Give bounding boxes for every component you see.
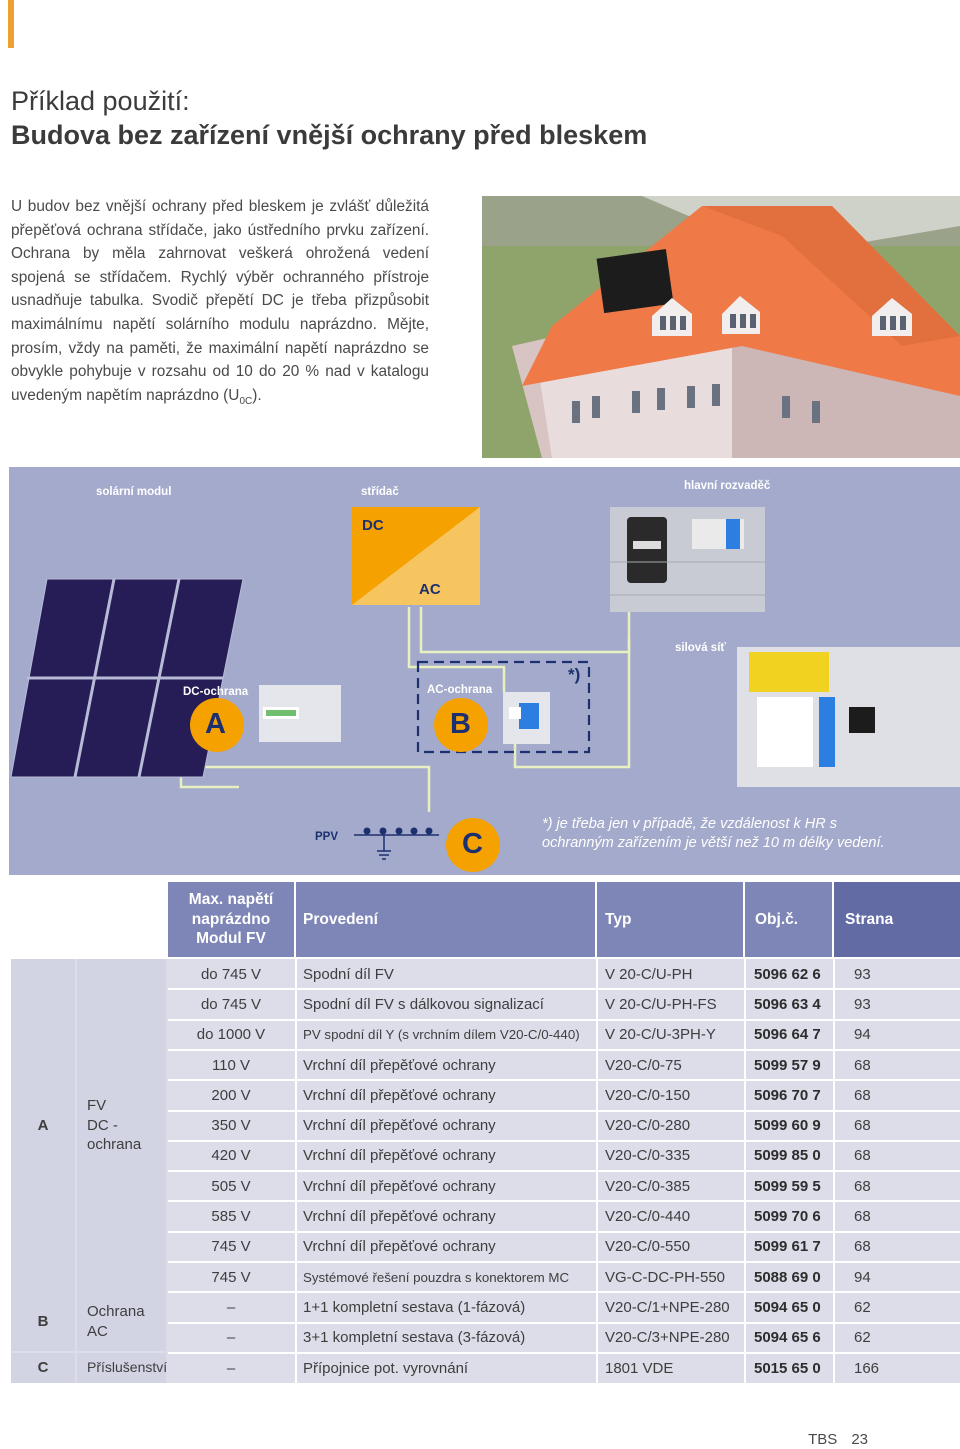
row-separator — [168, 1291, 960, 1293]
table-cell-page: 68 — [854, 1147, 871, 1165]
table-cell-page: 94 — [854, 1026, 871, 1044]
system-diagram — [9, 467, 960, 875]
row-separator — [168, 1049, 960, 1051]
table-cell-voltage: 505 V — [211, 1177, 251, 1195]
footnote-marker: *) — [568, 665, 581, 684]
table-cell-type: V20-C/0-335 — [605, 1147, 691, 1165]
ground-symbol-icon — [377, 835, 391, 859]
footnote-line-2: ochranným zařízením je větší než 10 m délky vedení. — [542, 835, 885, 851]
row-separator — [168, 1140, 960, 1142]
group-b-line-1: Ochrana — [87, 1303, 145, 1320]
table-cell-order: 5099 85 0 — [754, 1147, 821, 1165]
table-cell-design: Vrchní díl přepěťové ochrany — [303, 1056, 496, 1074]
label-main-board: hlavní rozvaděč — [684, 480, 771, 492]
table-cell-voltage: – — [226, 1298, 236, 1316]
row-separator — [168, 988, 960, 990]
footnote-line-1: *) je třeba jen v případě, že vzdálenost k HR s — [542, 816, 837, 832]
group-a-line-1: FV — [87, 1097, 107, 1115]
label-solar-module: solární modul — [96, 486, 172, 498]
intro-subscript: 0C — [239, 395, 253, 407]
intro-end: ). — [252, 386, 262, 404]
table-cell-order: 5094 65 6 — [754, 1329, 821, 1347]
group-b-letter: B — [11, 1292, 75, 1351]
table-cell-design: 3+1 kompletní sestava (3-fázová) — [303, 1329, 526, 1347]
table-cell-order: 5099 70 6 — [754, 1208, 821, 1226]
badge-c-letter: C — [462, 828, 483, 860]
badge-b-letter: B — [450, 708, 471, 740]
row-separator — [168, 1261, 960, 1263]
column-separator — [596, 959, 598, 1383]
table-cell-order: 5099 60 9 — [754, 1117, 821, 1135]
table-cell-design: Vrchní díl přepěťové ochrany — [303, 1117, 496, 1135]
table-cell-type: 1801 VDE — [605, 1359, 674, 1377]
group-c-letter: C — [11, 1353, 75, 1383]
table-cell-voltage: 110 V — [211, 1056, 251, 1074]
column-separator — [833, 959, 835, 1383]
column-separator — [744, 959, 746, 1383]
row-separator — [168, 1231, 960, 1233]
label-ac-protection: AC-ochrana — [427, 684, 493, 696]
page-number: 23 — [851, 1431, 868, 1448]
header-type: Typ — [597, 882, 743, 957]
accent-bar — [8, 0, 14, 48]
house-illustration — [482, 196, 960, 458]
group-a-label — [77, 959, 166, 1292]
table-cell-type: V20-C/0-75 — [605, 1056, 682, 1074]
table-cell-order: 5096 70 7 — [754, 1086, 821, 1104]
header-voltage-line-2: naprázdno — [191, 910, 271, 928]
header-order-number: Obj.č. — [745, 882, 832, 957]
table-cell-order: 5088 69 0 — [754, 1268, 821, 1286]
header-voltage-line-3: Modul FV — [196, 930, 266, 948]
table-cell-order: 5015 65 0 — [754, 1359, 821, 1377]
table-cell-page: 68 — [854, 1208, 871, 1226]
diagram-footnote — [542, 815, 885, 853]
group-b-label — [77, 1292, 166, 1351]
header-page: Strana — [834, 882, 960, 957]
table-cell-design: Přípojnice pot. vyrovnání — [303, 1359, 469, 1377]
footer-brand: TBS — [808, 1431, 838, 1448]
table-cell-voltage: 350 V — [211, 1117, 251, 1135]
table-cell-order: 5099 61 7 — [754, 1238, 821, 1256]
table-cell-page: 68 — [854, 1177, 871, 1195]
table-cell-design: PV spodní díl Y (s vrchním dílem V20-C/0-440) — [303, 1027, 580, 1043]
table-cell-voltage: 420 V — [211, 1147, 251, 1165]
row-separator — [168, 1322, 960, 1324]
table-cell-voltage: do 745 V — [200, 965, 262, 983]
ppv-box — [334, 822, 454, 850]
row-separator — [168, 1019, 960, 1021]
group-a-line-2: DC - — [87, 1116, 118, 1134]
row-separator — [168, 1110, 960, 1112]
table-cell-page: 62 — [854, 1329, 871, 1347]
table-cell-page: 68 — [854, 1238, 871, 1256]
table-cell-voltage: 200 V — [211, 1086, 251, 1104]
table-cell-page: 68 — [854, 1086, 871, 1104]
table-cell-design: Systémové řešení pouzdra s konektorem MC — [303, 1269, 570, 1285]
row-separator — [168, 1352, 960, 1354]
label-ppv: PPV — [315, 831, 339, 843]
table-cell-type: V20-C/0-280 — [605, 1117, 691, 1135]
table-cell-design: Vrchní díl přepěťové ochrany — [303, 1208, 496, 1226]
header-voltage-line-1: Max. napětí — [188, 891, 274, 909]
page-title: Budova bez zařízení vnější ochrany před bleskem — [11, 120, 648, 150]
table-cell-page: 62 — [854, 1298, 871, 1316]
table-cell-design: Vrchní díl přepěťové ochrany — [303, 1177, 496, 1195]
row-separator — [168, 1200, 960, 1202]
table-cell-page: 166 — [854, 1359, 880, 1377]
table-cell-order: 5099 57 9 — [754, 1056, 821, 1074]
label-dc-protection: DC-ochrana — [183, 686, 249, 698]
table-cell-type: V20-C/1+NPE-280 — [605, 1298, 730, 1316]
column-separator — [295, 959, 297, 1383]
label-grid: silová síť — [675, 642, 726, 654]
table-cell-voltage: – — [226, 1329, 236, 1347]
table-cell-type: V20-C/0-385 — [605, 1177, 691, 1195]
table-cell-voltage: do 745 V — [200, 995, 262, 1013]
table-cell-design: Vrchní díl přepěťové ochrany — [303, 1238, 496, 1256]
table-cell-order: 5096 64 7 — [754, 1026, 821, 1044]
row-separator — [168, 1079, 960, 1081]
table-cell-order: 5099 59 5 — [754, 1177, 821, 1195]
table-cell-voltage: 745 V — [211, 1268, 251, 1286]
table-cell-voltage: 585 V — [211, 1208, 251, 1226]
table-cell-design: 1+1 kompletní sestava (1-fázová) — [303, 1298, 526, 1316]
table-cell-type: V20-C/3+NPE-280 — [605, 1329, 730, 1347]
row-separator — [168, 1170, 960, 1172]
table-cell-voltage: – — [226, 1359, 236, 1377]
table-cell-voltage: 745 V — [211, 1238, 251, 1256]
table-cell-design: Spodní díl FV — [303, 965, 394, 983]
group-c-label: Příslušenství — [77, 1353, 166, 1383]
table-cell-type: VG-C-DC-PH-550 — [605, 1268, 726, 1286]
intro-paragraph — [11, 195, 429, 413]
label-dc: DC — [362, 517, 384, 534]
page-footer — [794, 1431, 868, 1448]
table-cell-voltage: do 1000 V — [196, 1026, 266, 1044]
table-cell-type: V 20-C/U-3PH-Y — [605, 1026, 716, 1044]
table-cell-type: V20-C/0-150 — [605, 1086, 691, 1104]
table-cell-page: 94 — [854, 1268, 871, 1286]
table-cell-order: 5094 65 0 — [754, 1298, 821, 1316]
table-cell-page: 93 — [854, 995, 871, 1013]
table-cell-type: V 20-C/U-PH — [605, 965, 693, 983]
table-cell-page: 68 — [854, 1056, 871, 1074]
intro-text: U budov bez vnější ochrany před bleskem je zvlášť důležitá přepěťová ochrana střídače, jako ústředního prvku zařízení. Ochrana by měla zahrnovat veškerá ohrožená vedení spojená se střídačem. Rychlý výběr ochranného přístroje usnadňuje tabulka. Svodič přepětí DC je třeba přizpůsobit maximálnímu napětí solárního modulu naprázdno. Mějte, prosím, vždy na paměti, že maximální napětí naprázdno se obvykle pohybuje v rozsahu od 10 do 20 % nad v katalogu uvedeným napětím naprázdno (U — [11, 198, 429, 404]
header-design: Provedení — [296, 882, 595, 957]
table-cell-design: Vrchní díl přepěťové ochrany — [303, 1147, 496, 1165]
label-inverter: střídač — [361, 486, 399, 498]
table-cell-page: 68 — [854, 1117, 871, 1135]
group-a-letter: A — [11, 959, 75, 1292]
table-cell-order: 5096 62 6 — [754, 965, 821, 983]
title-line-1: Příklad použití: — [11, 86, 190, 116]
group-a-line-3: ochrana — [87, 1136, 142, 1154]
table-cell-design: Vrchní díl přepěťové ochrany — [303, 1086, 496, 1104]
table-cell-type: V20-C/0-550 — [605, 1238, 691, 1256]
table-cell-type: V 20-C/U-PH-FS — [605, 995, 717, 1013]
group-b-line-2: AC — [87, 1322, 108, 1340]
table-cell-page: 93 — [854, 965, 871, 983]
table-cell-type: V20-C/0-440 — [605, 1208, 691, 1226]
table-cell-order: 5096 63 4 — [754, 995, 821, 1013]
table-cell-design: Spodní díl FV s dálkovou signalizací — [303, 995, 544, 1013]
badge-a-letter: A — [205, 708, 226, 740]
label-ac: AC — [419, 581, 441, 598]
header-voltage — [168, 882, 294, 957]
